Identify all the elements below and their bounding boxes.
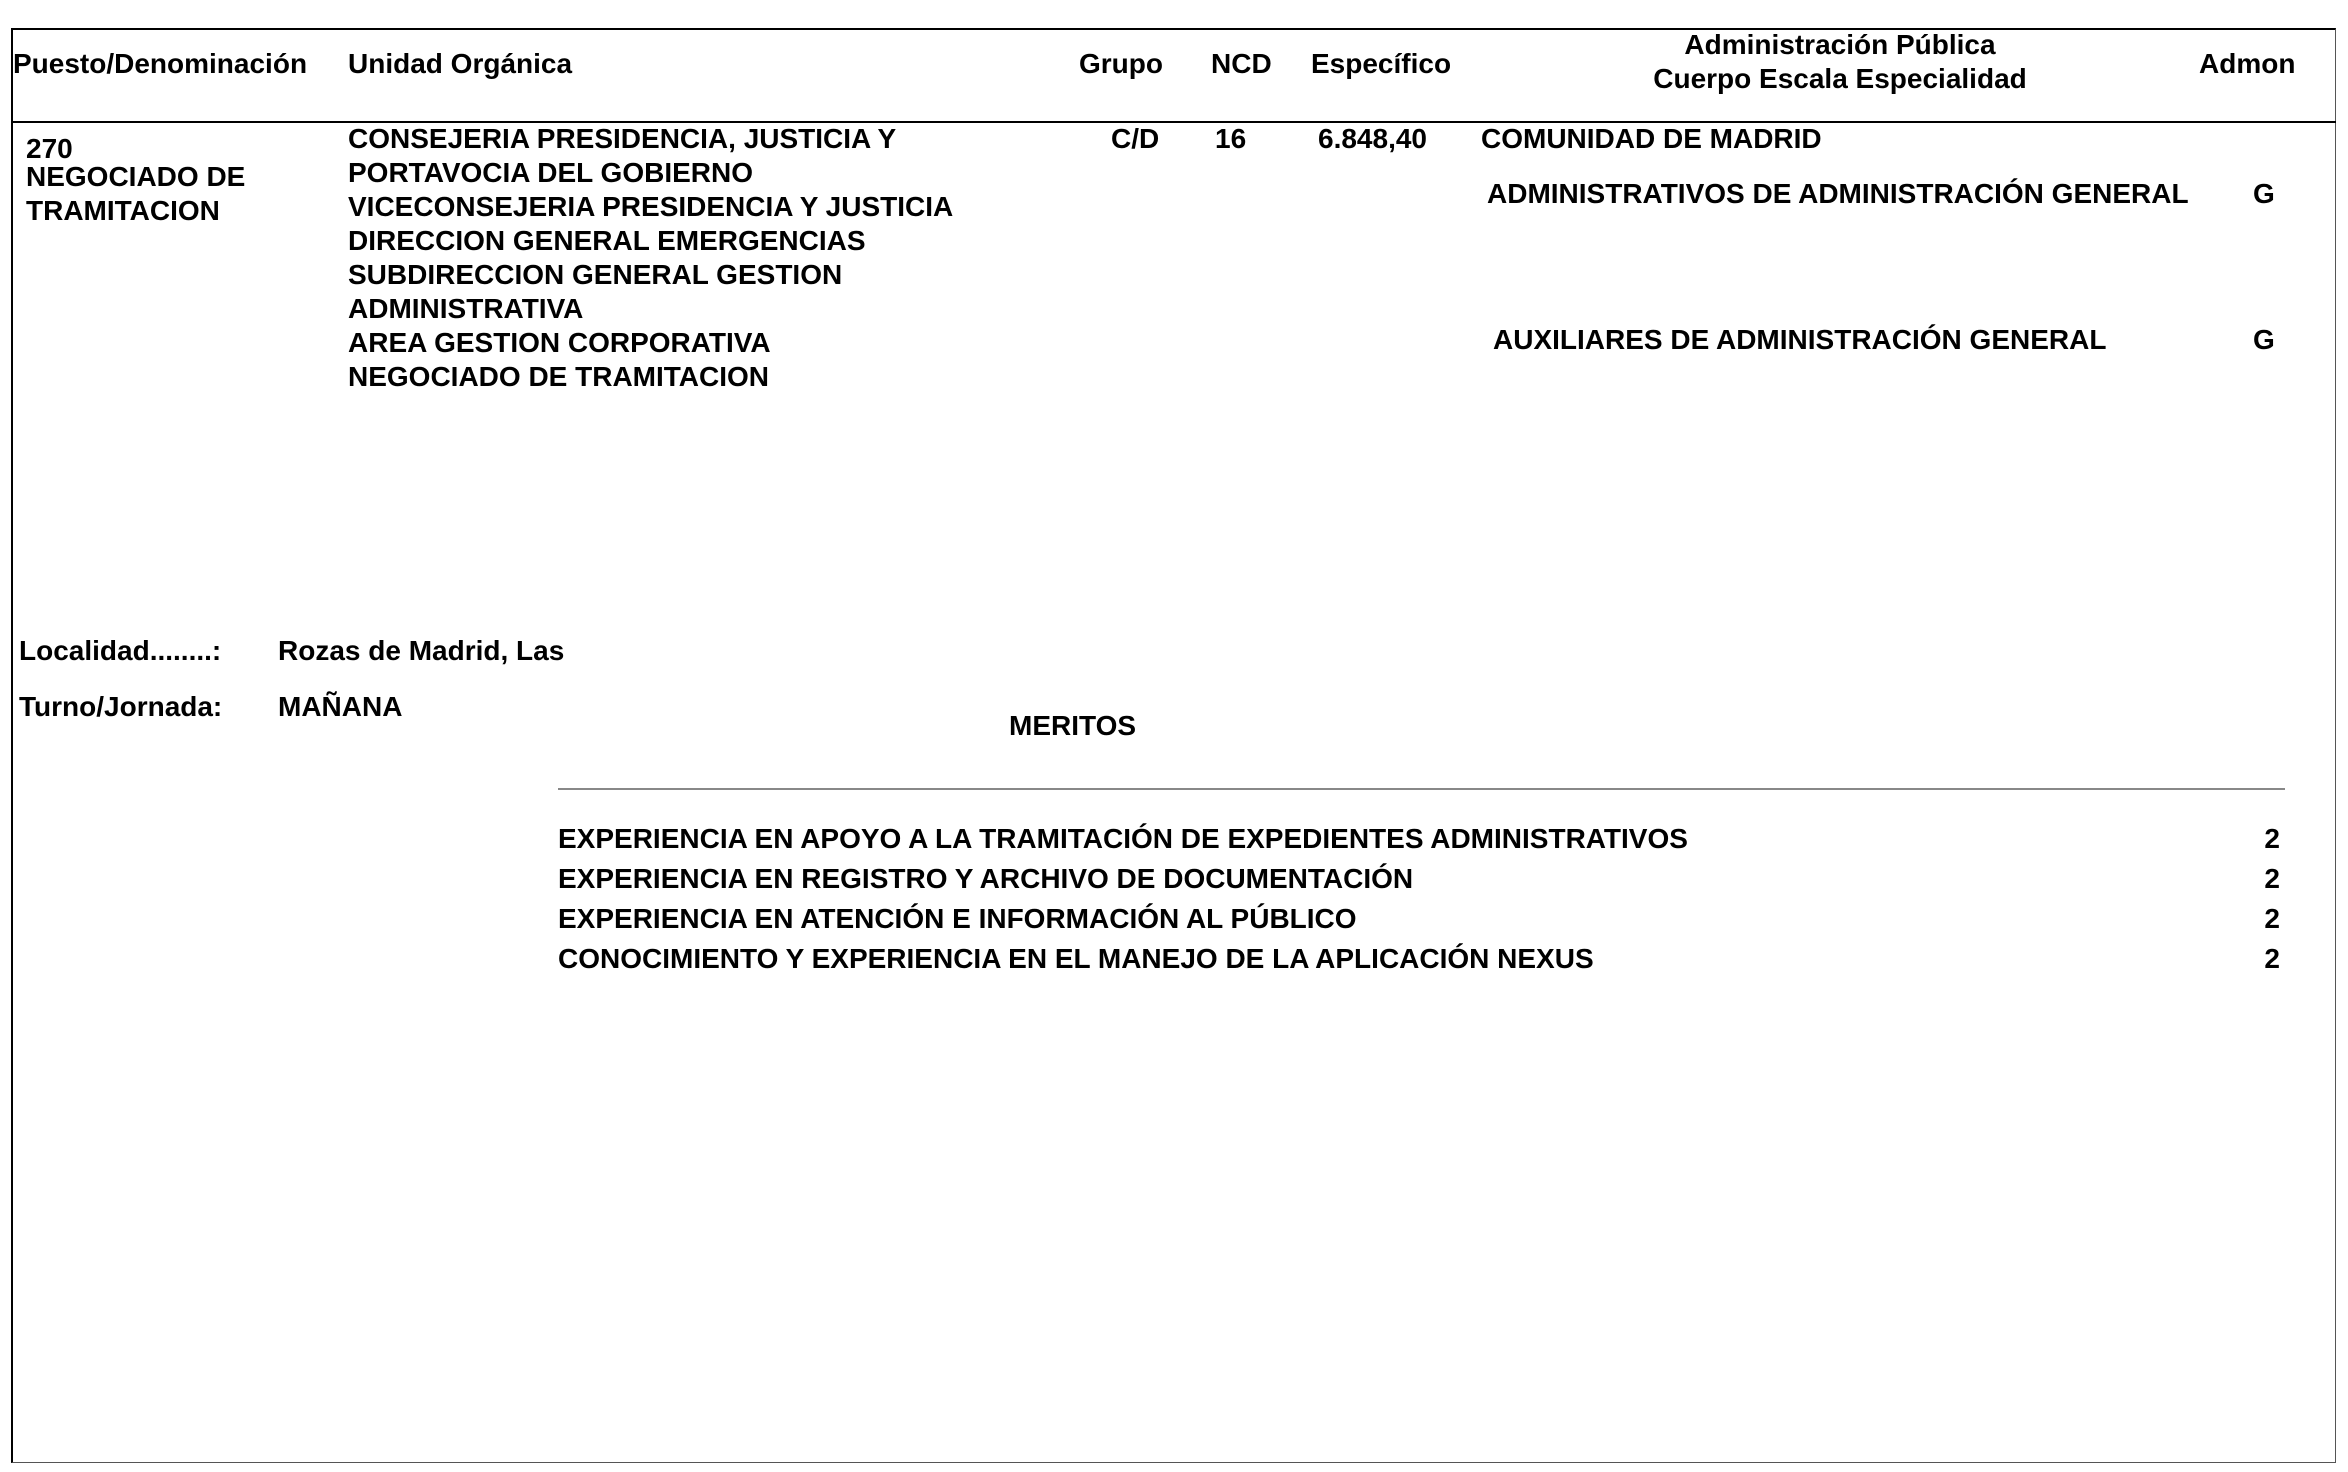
- merito-text: CONOCIMIENTO Y EXPERIENCIA EN EL MANEJO DE LA APLICACIÓN NEXUS: [558, 943, 1594, 974]
- header-admon: Admon: [2199, 48, 2296, 79]
- localidad-value: Rozas de Madrid, Las: [278, 635, 565, 666]
- grupo-value: C/D: [1111, 123, 1160, 154]
- meritos-title: MERITOS: [1009, 710, 1137, 741]
- header-unidad: Unidad Orgánica: [348, 48, 573, 79]
- meritos-divider: [558, 788, 2285, 790]
- unidad-line: VICECONSEJERIA PRESIDENCIA Y JUSTICIA: [348, 191, 954, 222]
- unidad-line: ADMINISTRATIVA: [348, 293, 584, 324]
- merito-text: EXPERIENCIA EN REGISTRO Y ARCHIVO DE DOCUMENTACIÓN: [558, 863, 1414, 894]
- header-puesto: Puesto/Denominación: [13, 48, 308, 79]
- header-ncd: NCD: [1211, 48, 1272, 79]
- unidad-line: CONSEJERIA PRESIDENCIA, JUSTICIA Y: [348, 123, 897, 154]
- merito-points: 2: [2264, 943, 2280, 974]
- administracion-value: COMUNIDAD DE MADRID: [1481, 123, 1822, 154]
- unidad-line: NEGOCIADO DE TRAMITACION: [348, 361, 770, 392]
- merito-text: EXPERIENCIA EN APOYO A LA TRAMITACIÓN DE EXPEDIENTES ADMINISTRATIVOS: [558, 823, 1688, 854]
- merito-points: 2: [2264, 903, 2280, 934]
- cuerpo-admon: G: [2253, 324, 2275, 355]
- ncd-value: 16: [1215, 123, 1247, 154]
- especifico-value: 6.848,40: [1318, 123, 1427, 154]
- header-especifico: Específico: [1311, 48, 1452, 79]
- denominacion-line: TRAMITACION: [26, 195, 220, 226]
- denominacion-line: NEGOCIADO DE: [26, 161, 246, 192]
- turno-value: MAÑANA: [278, 691, 403, 722]
- turno-label: Turno/Jornada:: [19, 691, 223, 722]
- cuerpo-nombre: ADMINISTRATIVOS DE ADMINISTRACIÓN GENERAL: [1487, 178, 2189, 209]
- unidad-line: DIRECCION GENERAL EMERGENCIAS: [348, 225, 866, 256]
- header-admin-line2: Cuerpo Escala Especialidad: [1653, 63, 2027, 94]
- puesto-numero: 270: [26, 133, 73, 164]
- unidad-line: PORTAVOCIA DEL GOBIERNO: [348, 157, 753, 188]
- merito-points: 2: [2264, 863, 2280, 894]
- header-admin-line1: Administración Pública: [1684, 29, 1996, 60]
- cuerpo-nombre: AUXILIARES DE ADMINISTRACIÓN GENERAL: [1493, 324, 2107, 355]
- merito-points: 2: [2264, 823, 2280, 854]
- localidad-label: Localidad........:: [19, 635, 222, 666]
- header-grupo: Grupo: [1079, 48, 1163, 79]
- merito-text: EXPERIENCIA EN ATENCIÓN E INFORMACIÓN AL PÚBLICO: [558, 903, 1357, 934]
- unidad-line: AREA GESTION CORPORATIVA: [348, 327, 771, 358]
- unidad-line: SUBDIRECCION GENERAL GESTION: [348, 259, 843, 290]
- cuerpo-admon: G: [2253, 178, 2275, 209]
